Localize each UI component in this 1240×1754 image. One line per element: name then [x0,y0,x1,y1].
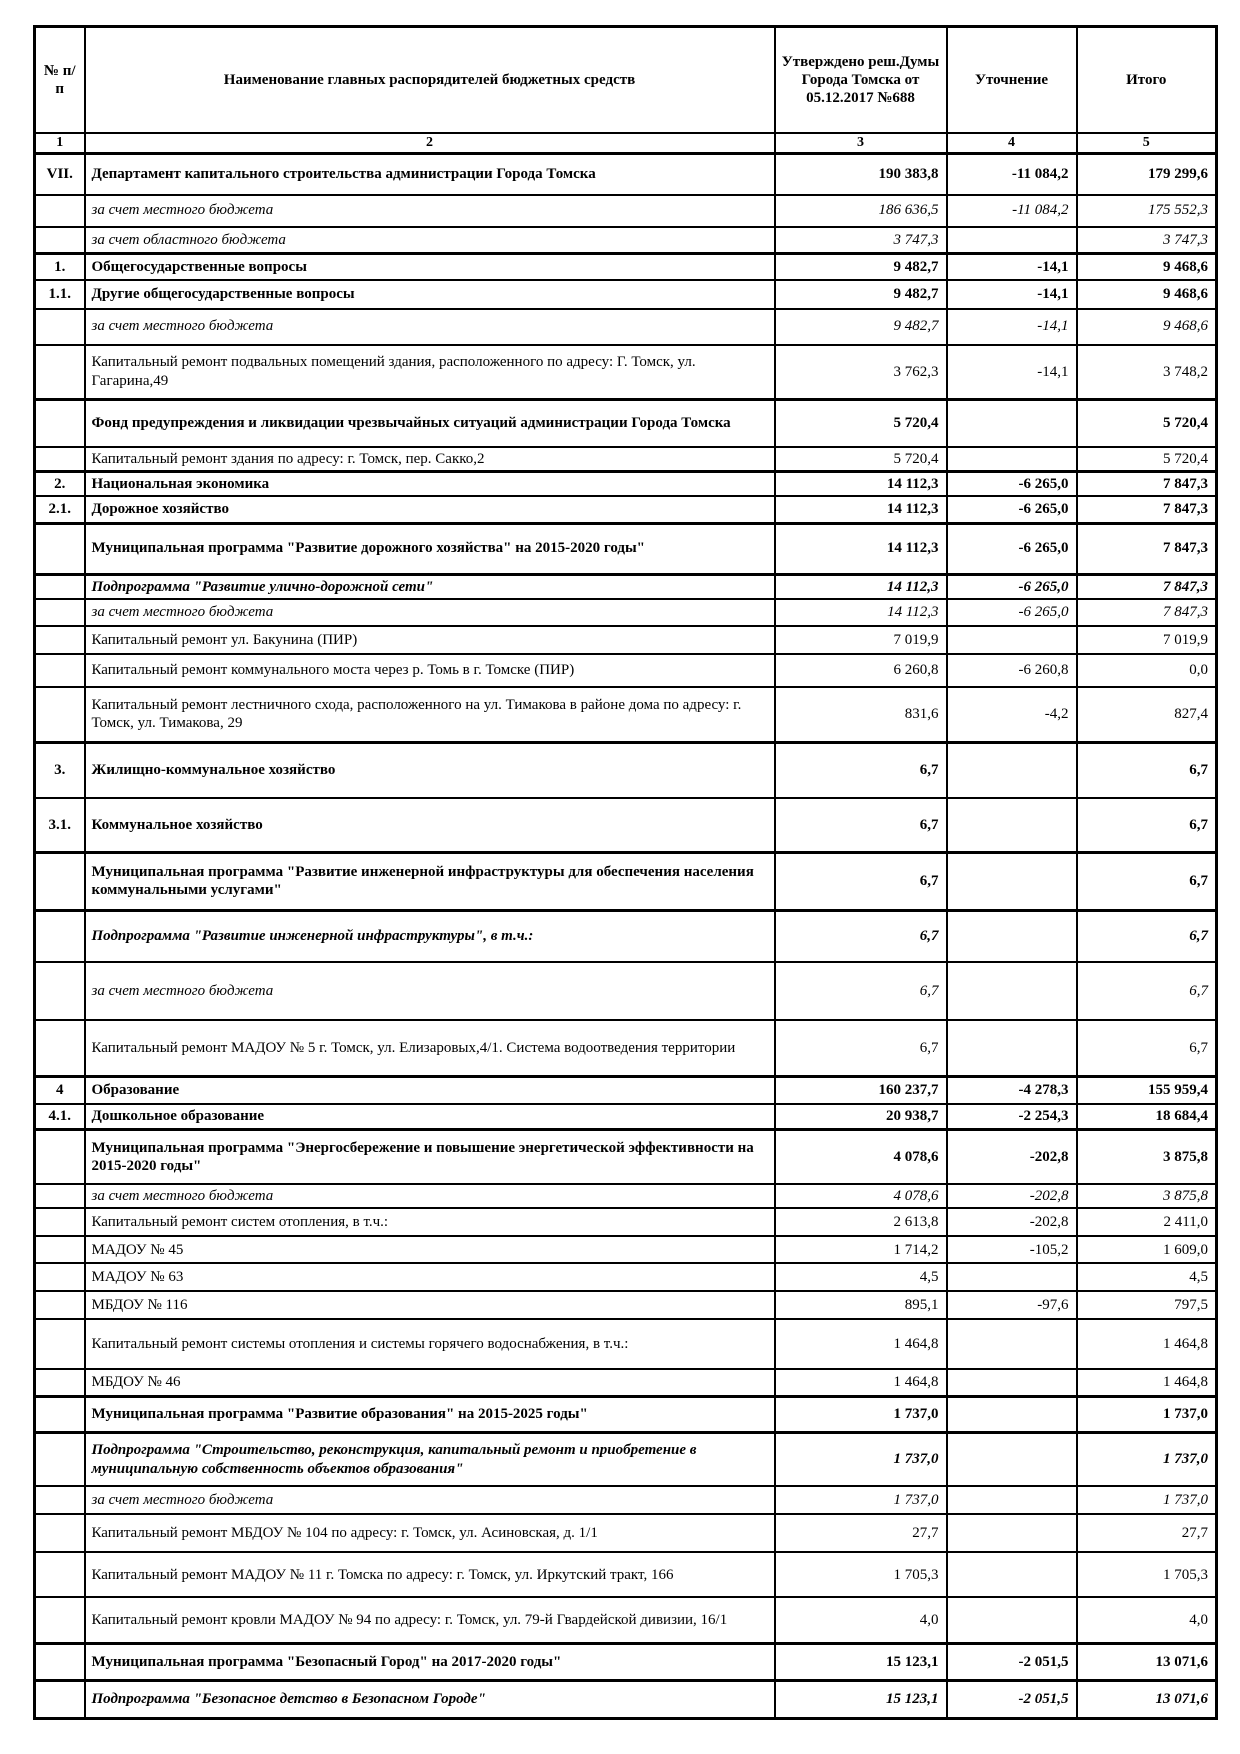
total-value-cell: 175 552,3 [1077,195,1217,227]
table-row [35,742,1217,798]
row-index-cell: 3. [35,742,85,798]
table-row [35,280,1217,309]
row-name-cell: Капитальный ремонт ул. Бакунина (ПИР) [85,626,775,654]
approved-value-cell: 9 482,7 [775,254,947,280]
adjustment-value-cell [947,852,1077,910]
row-name-cell: Подпрограмма "Безопасное детство в Безопасном Городе" [85,1680,775,1718]
approved-value-cell: 20 938,7 [775,1104,947,1129]
total-value-cell: 7 847,3 [1077,471,1217,496]
adjustment-value-cell [947,1552,1077,1597]
approved-value-cell: 14 112,3 [775,523,947,574]
row-index-cell [35,523,85,574]
adjustment-value-cell: -2 051,5 [947,1643,1077,1680]
row-index-cell [35,910,85,962]
total-value-cell: 7 019,9 [1077,626,1217,654]
table-body [35,154,1217,1719]
adjustment-value-cell: -11 084,2 [947,154,1077,195]
approved-value-cell: 3 762,3 [775,345,947,400]
row-name-cell: Капитальный ремонт коммунального моста через р. Томь в г. Томске (ПИР) [85,654,775,687]
header-col-total: Итого [1077,27,1217,134]
adjustment-value-cell: -202,8 [947,1208,1077,1236]
total-value-cell: 6,7 [1077,852,1217,910]
row-name-cell: Муниципальная программа "Развитие инженерной инфраструктуры для обеспечения населения коммунальными услугами" [85,852,775,910]
total-value-cell: 1 464,8 [1077,1319,1217,1369]
adjustment-value-cell: -105,2 [947,1236,1077,1263]
row-name-cell: за счет местного бюджета [85,1184,775,1208]
column-index-2: 2 [85,133,775,154]
approved-value-cell: 4,5 [775,1263,947,1291]
total-value-cell: 7 847,3 [1077,599,1217,626]
adjustment-value-cell [947,1263,1077,1291]
total-value-cell: 3 748,2 [1077,345,1217,400]
row-name-cell: за счет местного бюджета [85,195,775,227]
total-value-cell: 7 847,3 [1077,496,1217,523]
table-row [35,1369,1217,1396]
adjustment-value-cell [947,1514,1077,1552]
adjustment-value-cell [947,1432,1077,1486]
table-row [35,496,1217,523]
adjustment-value-cell: -14,1 [947,345,1077,400]
column-index-5: 5 [1077,133,1217,154]
adjustment-value-cell: -14,1 [947,309,1077,345]
row-name-cell: Подпрограмма "Развитие улично-дорожной сети" [85,574,775,599]
row-name-cell: Капитальный ремонт МАДОУ № 11 г. Томска по адресу: г. Томск, ул. Иркутский тракт, 166 [85,1552,775,1597]
row-index-cell [35,195,85,227]
table-row [35,471,1217,496]
total-value-cell: 4,5 [1077,1263,1217,1291]
total-value-cell: 797,5 [1077,1291,1217,1319]
header-row [35,27,1217,134]
row-name-cell: Департамент капитального строительства администрации Города Томска [85,154,775,195]
row-index-cell [35,1319,85,1369]
table-row [35,798,1217,852]
adjustment-value-cell: -6 265,0 [947,471,1077,496]
approved-value-cell: 14 112,3 [775,471,947,496]
approved-value-cell: 1 737,0 [775,1486,947,1514]
total-value-cell: 1 737,0 [1077,1432,1217,1486]
row-index-cell [35,1263,85,1291]
table-row [35,400,1217,447]
adjustment-value-cell: -6 265,0 [947,599,1077,626]
adjustment-value-cell: -6 265,0 [947,496,1077,523]
adjustment-value-cell [947,227,1077,254]
header-col-num: № п/п [35,27,85,134]
approved-value-cell: 14 112,3 [775,496,947,523]
row-index-cell: 2.1. [35,496,85,523]
table-row [35,1020,1217,1076]
column-index-row [35,133,1217,154]
approved-value-cell: 7 019,9 [775,626,947,654]
total-value-cell: 6,7 [1077,962,1217,1020]
adjustment-value-cell: -14,1 [947,254,1077,280]
row-name-cell: Муниципальная программа "Развитие дорожного хозяйства" на 2015-2020 годы" [85,523,775,574]
row-name-cell: Дошкольное образование [85,1104,775,1129]
table-row [35,345,1217,400]
approved-value-cell: 1 737,0 [775,1432,947,1486]
row-index-cell [35,1514,85,1552]
total-value-cell: 179 299,6 [1077,154,1217,195]
approved-value-cell: 3 747,3 [775,227,947,254]
row-name-cell: Национальная экономика [85,471,775,496]
row-index-cell: 4 [35,1076,85,1104]
adjustment-value-cell: -2 051,5 [947,1680,1077,1718]
row-index-cell [35,654,85,687]
row-index-cell [35,1369,85,1396]
total-value-cell: 0,0 [1077,654,1217,687]
adjustment-value-cell: -4,2 [947,687,1077,742]
total-value-cell: 4,0 [1077,1597,1217,1643]
total-value-cell: 3 875,8 [1077,1184,1217,1208]
adjustment-value-cell: -97,6 [947,1291,1077,1319]
row-index-cell: 1.1. [35,280,85,309]
row-name-cell: за счет местного бюджета [85,599,775,626]
row-name-cell: Капитальный ремонт лестничного схода, расположенного на ул. Тимакова в районе дома по адресу: г. Томск, ул. Тимакова, 29 [85,687,775,742]
table-row [35,1432,1217,1486]
table-row [35,687,1217,742]
row-index-cell [35,1396,85,1432]
table-row [35,309,1217,345]
total-value-cell: 2 411,0 [1077,1208,1217,1236]
adjustment-value-cell: -11 084,2 [947,195,1077,227]
adjustment-value-cell [947,742,1077,798]
row-index-cell: VII. [35,154,85,195]
table-row [35,254,1217,280]
row-index-cell [35,1184,85,1208]
row-index-cell [35,687,85,742]
approved-value-cell: 14 112,3 [775,599,947,626]
total-value-cell: 6,7 [1077,910,1217,962]
approved-value-cell: 6,7 [775,798,947,852]
row-name-cell: Муниципальная программа "Безопасный Город" на 2017-2020 годы" [85,1643,775,1680]
adjustment-value-cell [947,962,1077,1020]
adjustment-value-cell: -14,1 [947,280,1077,309]
approved-value-cell: 160 237,7 [775,1076,947,1104]
row-name-cell: Капитальный ремонт МАДОУ № 5 г. Томск, ул. Елизаровых,4/1. Система водоотведения территории [85,1020,775,1076]
total-value-cell: 7 847,3 [1077,574,1217,599]
total-value-cell: 5 720,4 [1077,400,1217,447]
column-index-1: 1 [35,133,85,154]
row-name-cell: Капитальный ремонт здания по адресу: г. Томск, пер. Сакко,2 [85,447,775,472]
table-row [35,962,1217,1020]
row-name-cell: МАДОУ № 45 [85,1236,775,1263]
total-value-cell: 1 737,0 [1077,1486,1217,1514]
row-name-cell: за счет местного бюджета [85,962,775,1020]
total-value-cell: 1 737,0 [1077,1396,1217,1432]
approved-value-cell: 5 720,4 [775,447,947,472]
row-name-cell: Дорожное хозяйство [85,496,775,523]
row-name-cell: за счет областного бюджета [85,227,775,254]
adjustment-value-cell [947,400,1077,447]
row-index-cell [35,227,85,254]
table-row [35,1076,1217,1104]
total-value-cell: 5 720,4 [1077,447,1217,472]
adjustment-value-cell [947,447,1077,472]
adjustment-value-cell [947,798,1077,852]
budget-table [33,25,1218,1720]
row-index-cell [35,599,85,626]
table-row [35,626,1217,654]
row-index-cell: 4.1. [35,1104,85,1129]
row-name-cell: Капитальный ремонт МБДОУ № 104 по адресу: г. Томск, ул. Асиновская, д. 1/1 [85,1514,775,1552]
row-name-cell: Капитальный ремонт систем отопления, в т.ч.: [85,1208,775,1236]
column-index-4: 4 [947,133,1077,154]
approved-value-cell: 2 613,8 [775,1208,947,1236]
approved-value-cell: 9 482,7 [775,309,947,345]
table-row [35,1680,1217,1718]
table-row [35,195,1217,227]
row-index-cell [35,400,85,447]
total-value-cell: 1 464,8 [1077,1369,1217,1396]
approved-value-cell: 27,7 [775,1514,947,1552]
row-index-cell [35,1486,85,1514]
table-row [35,1396,1217,1432]
table-row [35,1104,1217,1129]
table-row [35,574,1217,599]
total-value-cell: 3 875,8 [1077,1129,1217,1184]
row-index-cell [35,626,85,654]
approved-value-cell: 4 078,6 [775,1129,947,1184]
row-index-cell [35,345,85,400]
table-row [35,1236,1217,1263]
row-index-cell: 3.1. [35,798,85,852]
adjustment-value-cell: -6 265,0 [947,574,1077,599]
approved-value-cell: 1 737,0 [775,1396,947,1432]
total-value-cell: 13 071,6 [1077,1643,1217,1680]
approved-value-cell: 1 464,8 [775,1319,947,1369]
total-value-cell: 9 468,6 [1077,309,1217,345]
table-row [35,447,1217,472]
header-col-adjustment: Уточнение [947,27,1077,134]
row-name-cell: Коммунальное хозяйство [85,798,775,852]
row-index-cell: 2. [35,471,85,496]
total-value-cell: 27,7 [1077,1514,1217,1552]
approved-value-cell: 9 482,7 [775,280,947,309]
table-row [35,1291,1217,1319]
row-name-cell: МБДОУ № 116 [85,1291,775,1319]
approved-value-cell: 831,6 [775,687,947,742]
table-header [35,27,1217,154]
row-index-cell [35,1020,85,1076]
table-row [35,227,1217,254]
column-index-3: 3 [775,133,947,154]
table-row [35,910,1217,962]
adjustment-value-cell [947,1597,1077,1643]
row-name-cell: Капитальный ремонт кровли МАДОУ № 94 по адресу: г. Томск, ул. 79-й Гвардейской дивизии, 16/1 [85,1597,775,1643]
total-value-cell: 18 684,4 [1077,1104,1217,1129]
approved-value-cell: 4 078,6 [775,1184,947,1208]
adjustment-value-cell: -202,8 [947,1129,1077,1184]
approved-value-cell: 4,0 [775,1597,947,1643]
approved-value-cell: 6,7 [775,1020,947,1076]
approved-value-cell: 5 720,4 [775,400,947,447]
row-index-cell: 1. [35,254,85,280]
row-name-cell: за счет местного бюджета [85,309,775,345]
table-row [35,1643,1217,1680]
approved-value-cell: 6,7 [775,962,947,1020]
header-col-name: Наименование главных распорядителей бюджетных средств [85,27,775,134]
total-value-cell: 6,7 [1077,1020,1217,1076]
table-row [35,1208,1217,1236]
row-index-cell [35,574,85,599]
row-index-cell [35,1680,85,1718]
table-row [35,1129,1217,1184]
table-row [35,1263,1217,1291]
row-index-cell [35,1597,85,1643]
approved-value-cell: 6,7 [775,852,947,910]
row-name-cell: Капитальный ремонт системы отопления и системы горячего водоснабжения, в т.ч.: [85,1319,775,1369]
row-index-cell [35,1236,85,1263]
approved-value-cell: 190 383,8 [775,154,947,195]
table-row [35,523,1217,574]
adjustment-value-cell [947,1020,1077,1076]
total-value-cell: 827,4 [1077,687,1217,742]
approved-value-cell: 1 705,3 [775,1552,947,1597]
adjustment-value-cell: -6 265,0 [947,523,1077,574]
adjustment-value-cell: -6 260,8 [947,654,1077,687]
row-name-cell: Муниципальная программа "Развитие образования" на 2015-2025 годы" [85,1396,775,1432]
row-index-cell [35,962,85,1020]
approved-value-cell: 1 464,8 [775,1369,947,1396]
adjustment-value-cell [947,1486,1077,1514]
row-index-cell [35,447,85,472]
total-value-cell: 6,7 [1077,798,1217,852]
adjustment-value-cell: -2 254,3 [947,1104,1077,1129]
total-value-cell: 1 705,3 [1077,1552,1217,1597]
adjustment-value-cell [947,626,1077,654]
row-index-cell [35,1432,85,1486]
total-value-cell: 7 847,3 [1077,523,1217,574]
row-index-cell [35,1552,85,1597]
table-row [35,1319,1217,1369]
approved-value-cell: 186 636,5 [775,195,947,227]
adjustment-value-cell [947,1396,1077,1432]
table-row [35,1514,1217,1552]
approved-value-cell: 6 260,8 [775,654,947,687]
table-row [35,154,1217,195]
row-name-cell: Жилищно-коммунальное хозяйство [85,742,775,798]
approved-value-cell: 1 714,2 [775,1236,947,1263]
total-value-cell: 9 468,6 [1077,254,1217,280]
total-value-cell: 13 071,6 [1077,1680,1217,1718]
row-name-cell: Общегосударственные вопросы [85,254,775,280]
row-name-cell: Подпрограмма "Развитие инженерной инфраструктуры", в т.ч.: [85,910,775,962]
table-row [35,1184,1217,1208]
row-name-cell: Муниципальная программа "Энергосбережение и повышение энергетической эффективности на 2015-2020 годы" [85,1129,775,1184]
approved-value-cell: 15 123,1 [775,1643,947,1680]
row-index-cell [35,1291,85,1319]
row-name-cell: МБДОУ № 46 [85,1369,775,1396]
approved-value-cell: 895,1 [775,1291,947,1319]
row-name-cell: Другие общегосударственные вопросы [85,280,775,309]
table-row [35,1552,1217,1597]
table-row [35,1486,1217,1514]
approved-value-cell: 15 123,1 [775,1680,947,1718]
total-value-cell: 3 747,3 [1077,227,1217,254]
adjustment-value-cell [947,910,1077,962]
adjustment-value-cell: -4 278,3 [947,1076,1077,1104]
row-name-cell: Образование [85,1076,775,1104]
adjustment-value-cell [947,1319,1077,1369]
row-index-cell [35,1129,85,1184]
table-row [35,852,1217,910]
row-index-cell [35,852,85,910]
approved-value-cell: 6,7 [775,910,947,962]
total-value-cell: 1 609,0 [1077,1236,1217,1263]
adjustment-value-cell: -202,8 [947,1184,1077,1208]
table-row [35,599,1217,626]
table-row [35,1597,1217,1643]
table-row [35,654,1217,687]
total-value-cell: 155 959,4 [1077,1076,1217,1104]
row-index-cell [35,1643,85,1680]
row-name-cell: МАДОУ № 63 [85,1263,775,1291]
row-name-cell: за счет местного бюджета [85,1486,775,1514]
total-value-cell: 9 468,6 [1077,280,1217,309]
row-index-cell [35,309,85,345]
row-name-cell: Подпрограмма "Строительство, реконструкция, капитальный ремонт и приобретение в муниципальную собственность объектов образования" [85,1432,775,1486]
approved-value-cell: 6,7 [775,742,947,798]
total-value-cell: 6,7 [1077,742,1217,798]
row-name-cell: Капитальный ремонт подвальных помещений здания, расположенного по адресу: Г. Томск, ул. Гагарина,49 [85,345,775,400]
row-index-cell [35,1208,85,1236]
adjustment-value-cell [947,1369,1077,1396]
row-name-cell: Фонд предупреждения и ликвидации чрезвычайных ситуаций администрации Города Томска [85,400,775,447]
header-col-approved: Утверждено реш.Думы Города Томска от 05.12.2017 №688 [775,27,947,134]
approved-value-cell: 14 112,3 [775,574,947,599]
